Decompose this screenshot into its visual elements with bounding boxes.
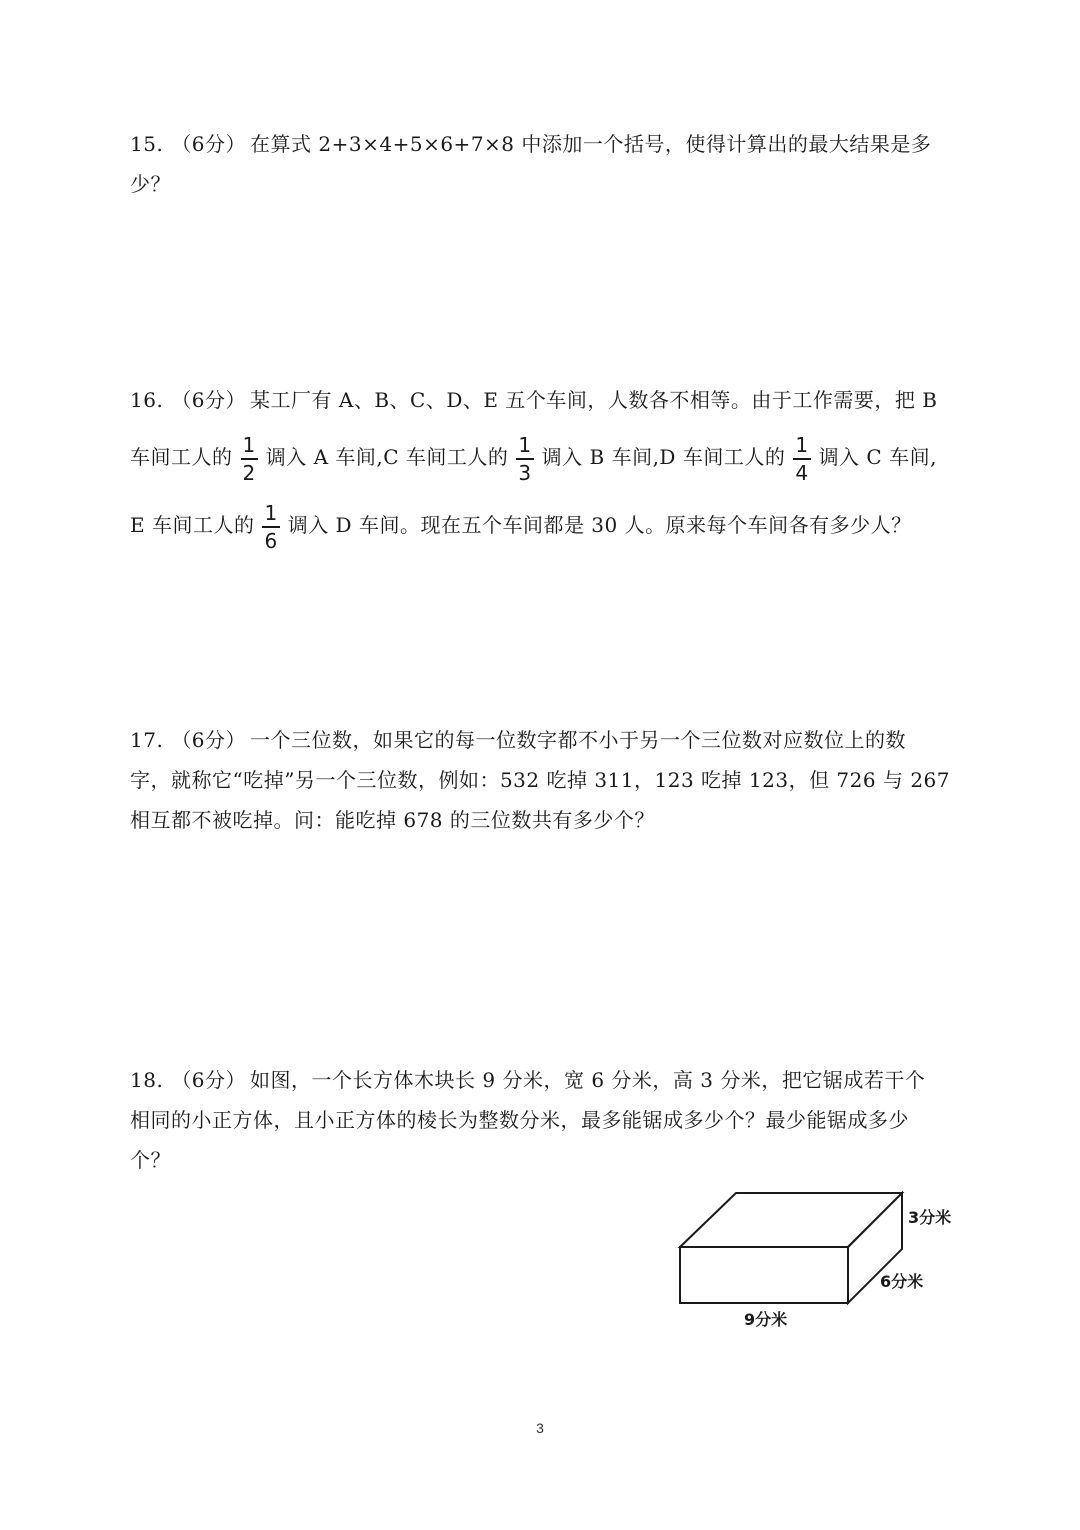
fraction-denominator: 6	[264, 528, 278, 553]
problem-points: （6分）	[171, 728, 247, 752]
problem-text: 一个三位数，如果它的每一位数字都不小于另一个三位数对应数位上的数	[250, 728, 907, 752]
cuboid-diagram	[670, 1185, 960, 1335]
problem-number: 16.	[130, 388, 164, 412]
problem-17-line-1	[130, 720, 950, 760]
fraction-one-sixth	[262, 500, 279, 553]
problem-number: 15.	[130, 132, 164, 156]
problem-text: 在算式 2+3×4+5×6+7×8 中添加一个括号，使得计算出的最大结果是多	[250, 132, 932, 156]
page-number: 3	[536, 1420, 544, 1436]
problem-number: 17.	[130, 728, 164, 752]
problem-16-line-2	[130, 426, 950, 488]
problem-text: 调入 D 车间。现在五个车间都是 30 人。原来每个车间各有多少人？	[287, 513, 912, 537]
fraction-one-third	[516, 432, 533, 485]
problem-16-line-1	[130, 380, 950, 420]
length-label: 9分米	[744, 1310, 788, 1329]
fraction-numerator: 1	[793, 435, 810, 460]
cuboid-figure	[670, 1185, 960, 1335]
fraction-one-half	[241, 432, 258, 485]
problem-15-line-1	[130, 124, 950, 164]
problem-text: 调入 A 车间,C 车间工人的	[265, 445, 509, 469]
fraction-numerator: 1	[262, 503, 279, 528]
problem-15	[130, 124, 950, 204]
problem-text: 调入 C 车间,	[818, 445, 937, 469]
problem-17-line-2: 字，就称它“吃掉”另一个三位数，例如：532 吃掉 311，123 吃掉 123，但 726 与 267	[130, 768, 950, 792]
cuboid-front-face	[680, 1247, 848, 1303]
fraction-denominator: 3	[518, 460, 532, 485]
fraction-denominator: 2	[242, 460, 256, 485]
problem-points: （6分）	[171, 1068, 247, 1092]
problem-16-line-3	[130, 494, 950, 556]
fraction-one-quarter	[793, 432, 810, 485]
problem-16	[130, 380, 950, 556]
fraction-numerator: 1	[516, 435, 533, 460]
problem-text: 车间工人的	[130, 445, 233, 469]
problem-points: （6分）	[171, 132, 247, 156]
problem-points: （6分）	[171, 388, 247, 412]
problem-18-line-2: 相同的小正方体，且小正方体的棱长为整数分米，最多能锯成多少个？最少能锯成多少	[130, 1108, 909, 1132]
problem-18	[130, 1060, 950, 1180]
problem-15-line-2: 少？	[130, 172, 171, 196]
problem-text: E 车间工人的	[130, 513, 255, 537]
width-label: 6分米	[880, 1272, 924, 1291]
fraction-denominator: 4	[795, 460, 809, 485]
problem-number: 18.	[130, 1068, 164, 1092]
problem-17-line-3: 相互都不被吃掉。问：能吃掉 678 的三位数共有多少个？	[130, 808, 655, 832]
problem-17	[130, 720, 950, 840]
problem-text: 如图，一个长方体木块长 9 分米，宽 6 分米，高 3 分米，把它锯成若干个	[250, 1068, 926, 1092]
problem-18-line-1	[130, 1060, 950, 1100]
cuboid-top-face	[680, 1193, 902, 1247]
fraction-numerator: 1	[241, 435, 258, 460]
problem-text: 调入 B 车间,D 车间工人的	[541, 445, 786, 469]
problem-18-line-3: 个？	[130, 1148, 171, 1172]
problem-text: 某工厂有 A、B、C、D、E 五个车间，人数各不相等。由于工作需要，把 B	[250, 388, 938, 412]
height-label: 3分米	[908, 1208, 952, 1227]
